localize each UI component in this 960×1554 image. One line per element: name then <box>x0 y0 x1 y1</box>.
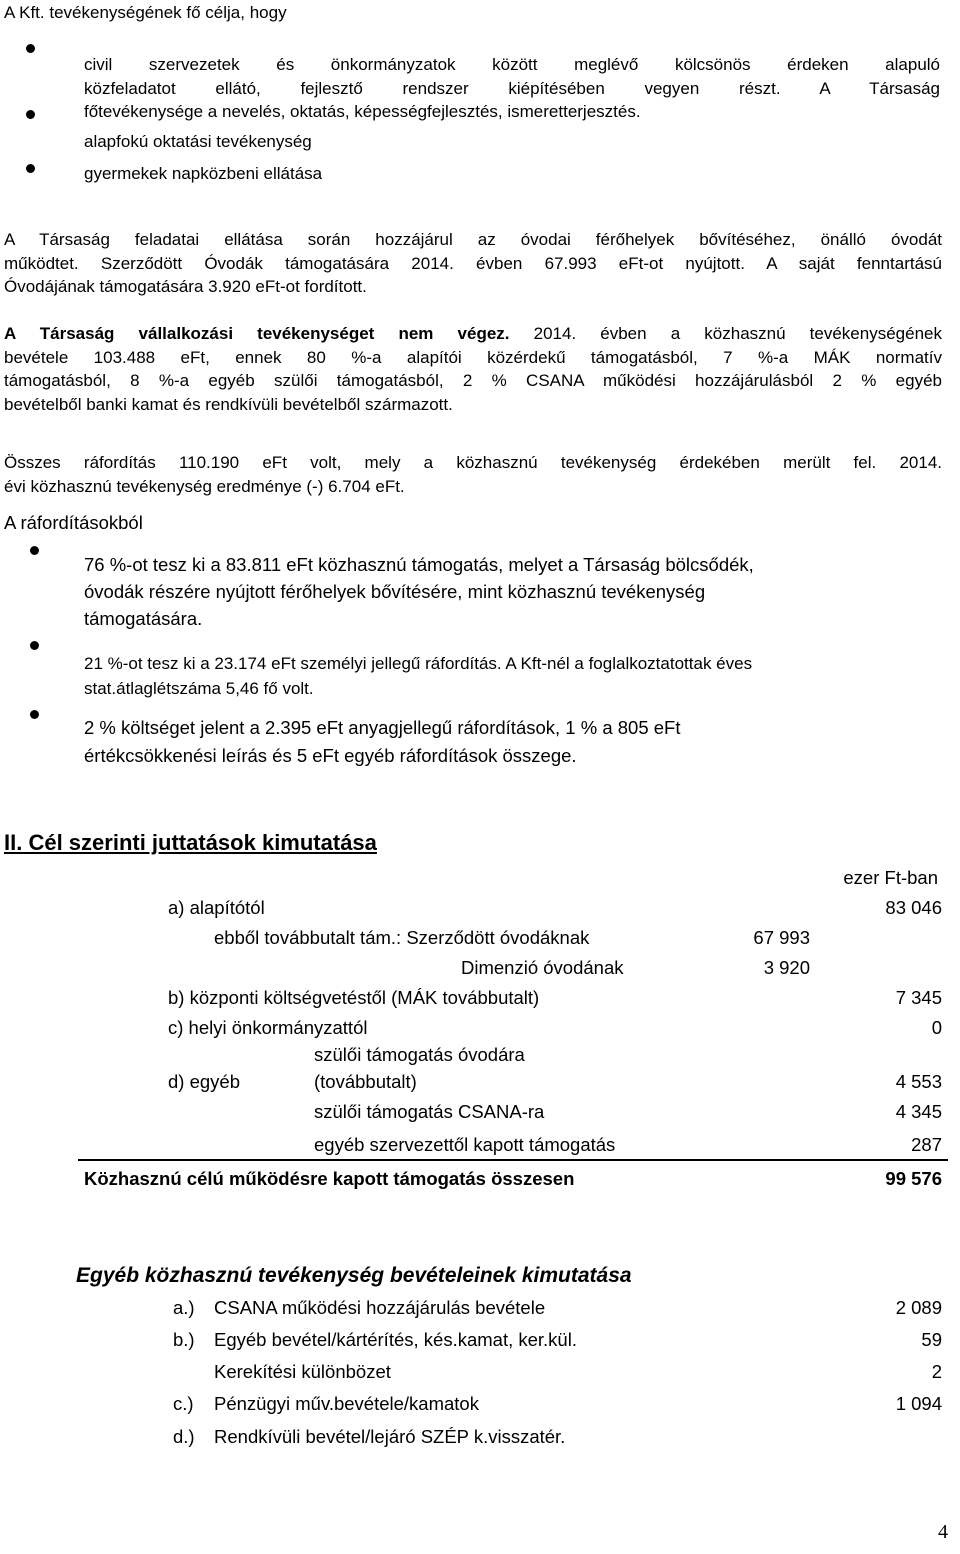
row-d1-value: 4 553 <box>895 1071 942 1092</box>
bullet-dot <box>30 641 39 650</box>
text-line: támogatására. <box>84 608 203 629</box>
section-2-title: II. Cél szerinti juttatások kimutatása <box>4 830 377 855</box>
row-letter: d.) <box>173 1426 195 1447</box>
row-label: CSANA működési hozzájárulás bevétele <box>214 1297 546 1318</box>
row-a-value: 83 046 <box>885 897 942 918</box>
row-a-sub2-value: 3 920 <box>763 957 810 978</box>
total-divider <box>78 1159 948 1161</box>
bold-statement: A Társaság vállalkozási tevékenységet nem végez. <box>4 324 510 343</box>
raford-bullet-3 <box>84 714 944 770</box>
row-a-sub1-label: ebből továbbutalt tám.: Szerződött óvodáknak <box>214 927 590 948</box>
text-line: bevételből banki kamat és rendkívüli bevételből származott. <box>4 394 453 414</box>
row-letter: c.) <box>173 1393 194 1414</box>
bullet-dot <box>30 546 39 555</box>
intro-bullet-1 <box>84 53 940 124</box>
raford-heading: A ráfordításokból <box>4 512 143 533</box>
text-line: Óvodájának támogatására 3.920 eFt-ot fordított. <box>4 277 367 296</box>
paragraph-3 <box>4 451 942 498</box>
row-d3-label: egyéb szervezettől kapott támogatás <box>314 1134 616 1155</box>
unit-label: ezer Ft-ban <box>843 867 938 888</box>
row-d2-label: szülői támogatás CSANA-ra <box>314 1101 545 1122</box>
text-line <box>4 322 942 346</box>
paragraph-1 <box>4 228 942 299</box>
row-d3-value: 287 <box>911 1134 942 1155</box>
row-value: 1 094 <box>895 1393 942 1414</box>
row-label: Pénzügyi műv.bevétele/kamatok <box>214 1393 479 1414</box>
row-b-value: 7 345 <box>895 987 942 1008</box>
raford-bullet-2 <box>84 651 944 701</box>
section-3-title: Egyéb közhasznú tevékenység bevételeinek kimutatása <box>76 1264 632 1287</box>
bullet-dot <box>26 164 35 173</box>
row-value: 59 <box>921 1329 942 1350</box>
text-line: főtevékenysége a nevelés, oktatás, képességfejlesztés, ismeretterjesztés. <box>84 102 641 121</box>
row-d2-value: 4 345 <box>895 1101 942 1122</box>
row-a-sub1-value: 67 993 <box>753 927 810 948</box>
row-label: Rendkívüli bevétel/lejáró SZÉP k.visszatér. <box>214 1426 566 1447</box>
bullet-dot <box>26 110 35 119</box>
row-a-label: a) alapítótól <box>168 897 265 918</box>
page-number: 4 <box>938 1521 948 1543</box>
text-line: A Társaság feladatai ellátása során hozzájárul az óvodai férőhelyek bővítéséhez, önálló óvodát <box>4 230 942 249</box>
row-value: 2 089 <box>895 1297 942 1318</box>
intro-lead: A Kft. tevékenységének fő célja, hogy <box>4 3 287 22</box>
row-c-label: c) helyi önkormányzattól <box>168 1017 368 1038</box>
row-a-sub2-label: Dimenzió óvodának <box>461 957 624 978</box>
raford-bullet-1 <box>84 551 944 632</box>
text-line: 21 %-ot tesz ki a 23.174 eFt személyi jellegű ráfordítás. A Kft-nél a foglalkoztatottak éves <box>84 654 753 673</box>
row-b-label: b) központi költségvetéstől (MÁK továbbutalt) <box>168 987 540 1008</box>
row-letter: b.) <box>173 1329 195 1350</box>
bullet-dot <box>26 44 35 53</box>
total-label: Közhasznú célú működésre kapott támogatás összesen <box>84 1168 575 1189</box>
total-value: 99 576 <box>885 1168 942 1189</box>
text-line: bevétele 103.488 eFt, ennek 80 %-a alapítói közérdekű támogatásból, 7 %-a MÁK normatív <box>4 347 942 367</box>
text-line: támogatásból, 8 %-a egyéb szülői támogatásból, 2 % CSANA működési hozzájárulásból 2 % egyéb <box>4 371 942 390</box>
paragraph-2 <box>4 322 942 416</box>
text-line: értékcsökkenési leírás és 5 eFt egyéb ráfordítások összege. <box>84 745 577 766</box>
text-line: évi közhasznú tevékenység eredménye (-) 6.704 eFt. <box>4 476 405 496</box>
intro-bullet-3: gyermekek napközbeni ellátása <box>84 164 323 183</box>
text-line: 2 % költséget jelent a 2.395 eFt anyagjellegű ráfordítások, 1 % a 805 eFt <box>84 717 681 738</box>
row-d1-line1: szülői támogatás óvodára <box>314 1044 525 1065</box>
text-line: óvodák részére nyújtott férőhelyek bővítésére, mint közhasznú tevékenység <box>84 581 706 602</box>
text-line: stat.átlaglétszáma 5,46 fő volt. <box>84 679 314 698</box>
row-letter: a.) <box>173 1297 195 1318</box>
text-line: civil szervezetek és önkormányzatok között meglévő kölcsönös érdeken alapuló <box>84 55 940 74</box>
text-line: 76 %-ot tesz ki a 83.811 eFt közhasznú támogatás, melyet a Társaság bölcsődék, <box>84 554 754 575</box>
row-c-value: 0 <box>931 1017 942 1038</box>
text-span: 2014. évben a közhasznú tevékenységének <box>509 324 942 343</box>
bullet-dot <box>30 710 39 719</box>
text-line: működtet. Szerződött Óvodák támogatására 2014. évben 67.993 eFt-ot nyújtott. A saját fenntartású <box>4 253 942 273</box>
row-label: Egyéb bevétel/kártérítés, kés.kamat, ker.kül. <box>214 1329 577 1350</box>
intro-bullet-2: alapfokú oktatási tevékenység <box>84 132 312 151</box>
row-d1-line2: (továbbutalt) <box>314 1071 417 1092</box>
text-line: Összes ráfordítás 110.190 eFt volt, mely a közhasznú tevékenység érdekében merült fel. 2014. <box>4 453 942 472</box>
text-line: közfeladatot ellátó, fejlesztő rendszer kiépítésében vegyen részt. A Társaság <box>84 78 940 98</box>
row-value: 2 <box>931 1361 942 1382</box>
row-d-label: d) egyéb <box>168 1071 240 1092</box>
row-label: Kerekítési különbözet <box>214 1361 391 1382</box>
